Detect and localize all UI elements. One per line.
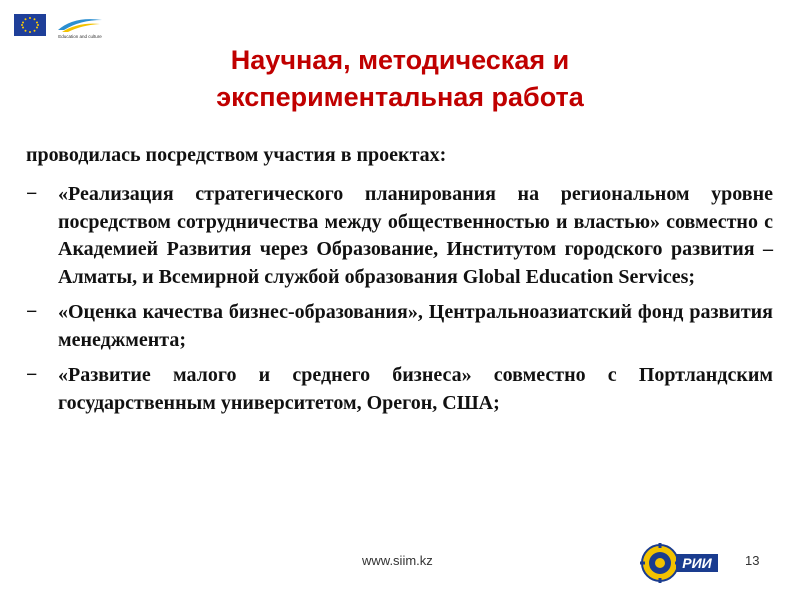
dash-bullet: −	[26, 364, 38, 386]
dash-bullet: −	[26, 301, 38, 323]
list-item-text: «Развитие малого и среднего бизнеса» совместно с Портландским государственным университетом, Орегон, США;	[58, 364, 773, 414]
svg-text:Education and culture: Education and culture	[58, 34, 102, 39]
list-item	[26, 362, 773, 417]
list-item-text: «Реализация стратегического планирования на региональном уровне посредством сотрудничества между общественностью и властью» совместно с Академией Развития через Образование, Институтом городского развития – Алматы, и Всемирной службой образования Global Education Services;	[58, 183, 773, 288]
svg-text:РИИ: РИИ	[682, 555, 712, 571]
rii-gear-logo	[640, 542, 720, 584]
intro-text: проводилась посредством участия в проектах:	[26, 144, 447, 166]
project-list	[26, 181, 773, 425]
page-number: 13	[745, 553, 760, 568]
slide-title-line-2: экспериментальная работа	[216, 82, 584, 112]
education-and-culture-logo	[54, 14, 106, 40]
footer-url: www.siim.kz	[362, 553, 433, 568]
slide-title	[0, 42, 800, 116]
dash-bullet: −	[26, 183, 38, 205]
list-item	[26, 299, 773, 354]
list-item-text: «Оценка качества бизнес-образования», Центральноазиатский фонд развития менеджмента;	[58, 301, 773, 351]
eu-flag-icon	[14, 14, 46, 36]
slide-title-line-1: Научная, методическая и	[230, 45, 570, 75]
list-item	[26, 181, 773, 291]
